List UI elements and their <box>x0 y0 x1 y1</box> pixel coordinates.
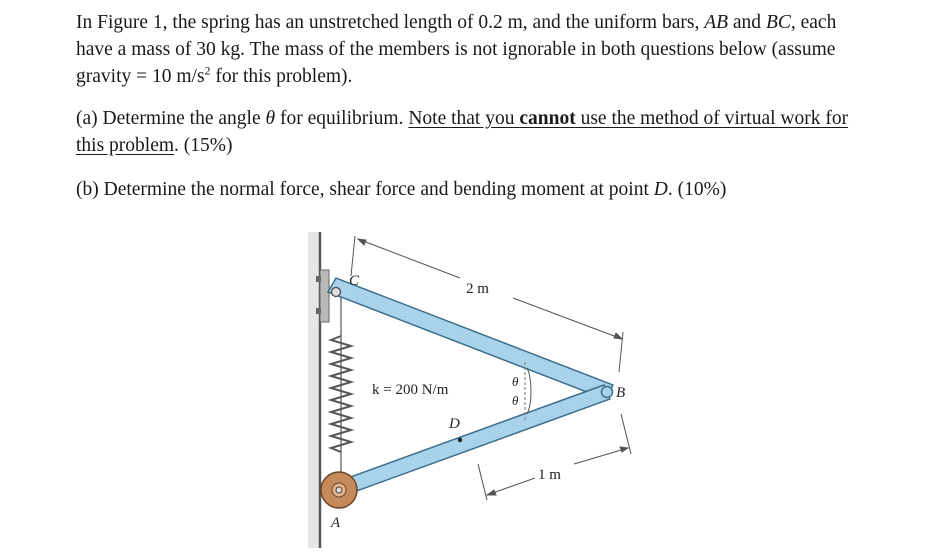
dim-top-label: 2 m <box>466 281 489 297</box>
bar-ab <box>334 385 610 497</box>
theta-upper: θ <box>512 374 519 389</box>
theta-lower: θ <box>512 393 519 408</box>
label-d: D <box>449 416 460 432</box>
label-a: A <box>331 515 341 531</box>
point-d <box>458 438 462 442</box>
problem-part-a: (a) Determine the angle θ for equilibrium. Note that you cannot use the method of virtual work for this problem. (15%) <box>76 108 849 156</box>
problem-intro: In Figure 1, the spring has an unstretched length of 0.2 m, and the uniform bars, AB and BC, each have a mass of 30 kg. The mass of the members is not ignorable in both questions below (assume gravity = 10 $m/s^2$ for this problem). <box>76 12 837 87</box>
pin-c <box>332 288 341 297</box>
label-c: C <box>349 273 360 289</box>
dim-bottom-label: 1 m <box>538 467 561 483</box>
problem-part-b: (b) Determine the normal force, shear force and bending moment at point D. (10%) <box>76 179 727 200</box>
spring-label: k = 200 N/m <box>372 382 449 398</box>
roller-a <box>321 472 357 508</box>
label-b: B <box>616 385 626 401</box>
pin-b <box>602 387 613 398</box>
